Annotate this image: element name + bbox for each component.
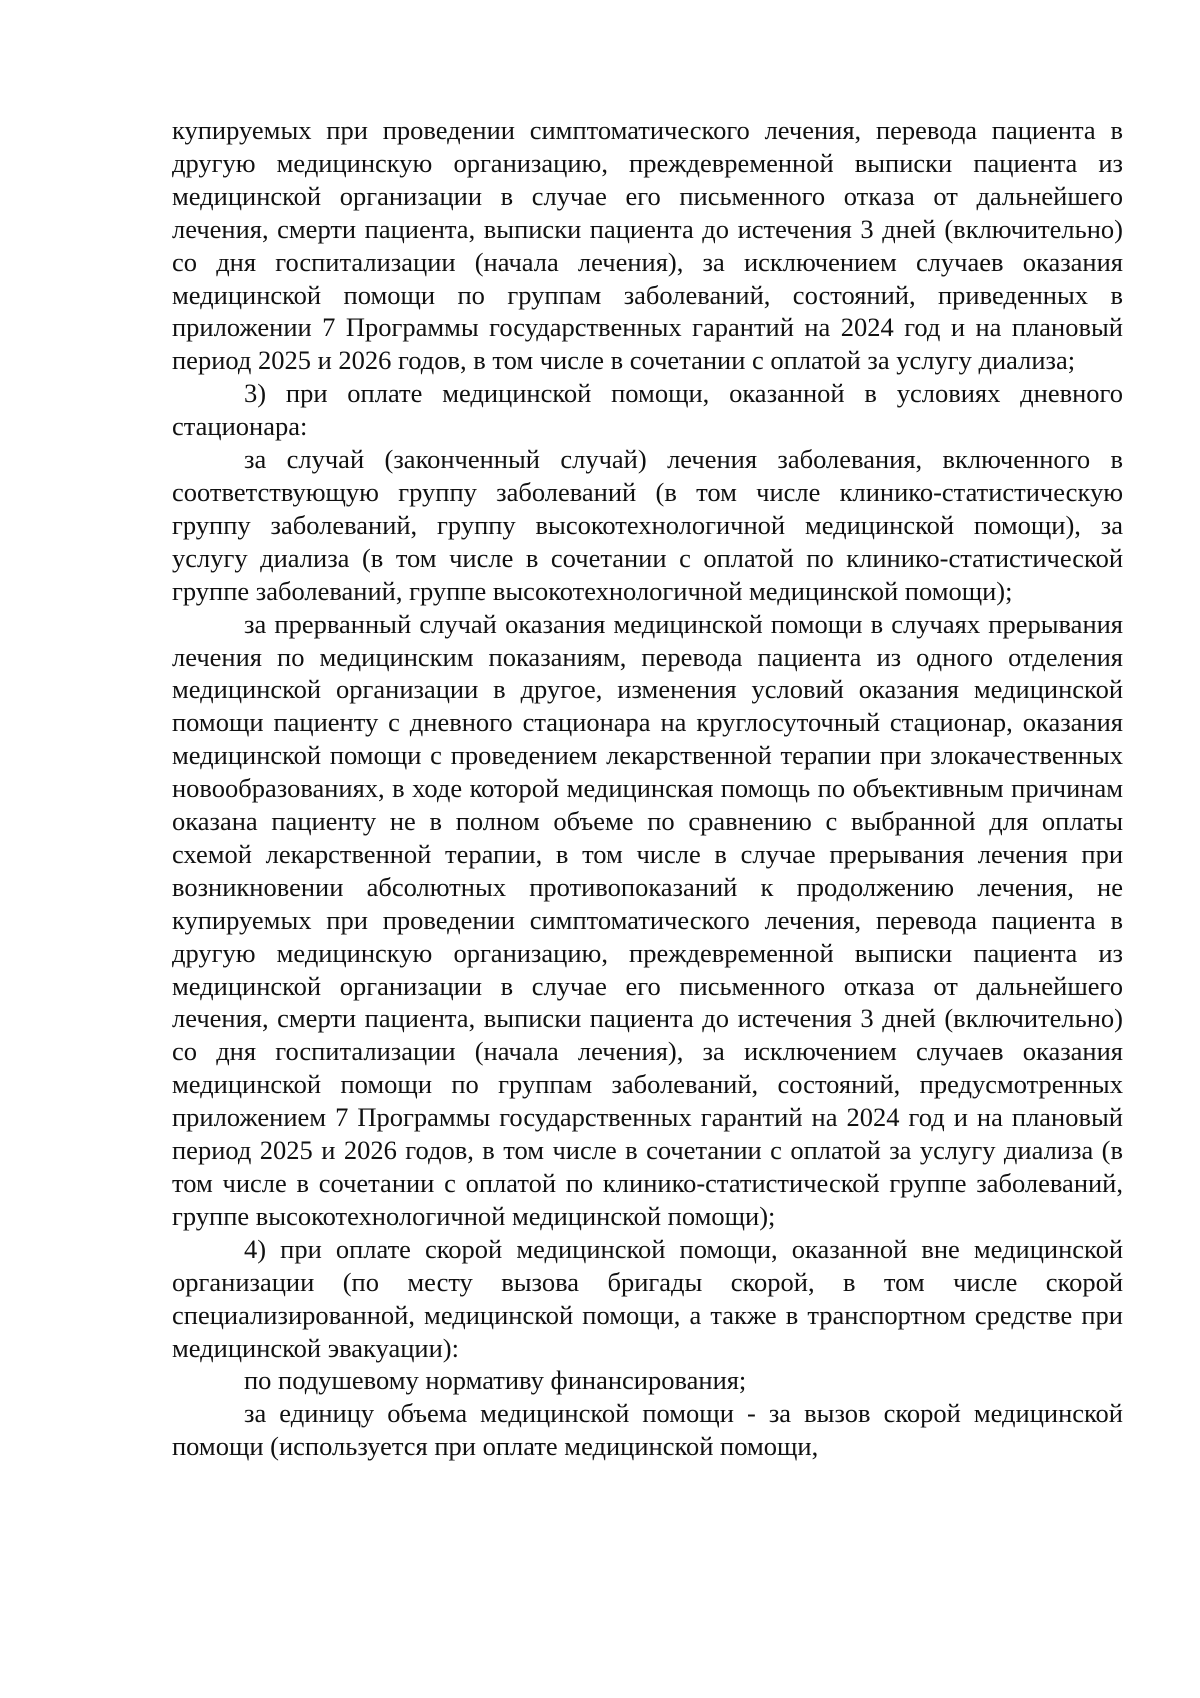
document-body xyxy=(172,114,1123,1463)
paragraph-per-unit: за единицу объема медицинской помощи - за вызов скорой медицинской помощи (используется при оплате медицинской помощи, xyxy=(172,1398,1123,1462)
paragraph-per-capita: по подушевому нормативу финансирования; xyxy=(244,1365,747,1396)
paragraph-interrupted-case: за прерванный случай оказания медицинской помощи в случаях прерывания лечения по медицинским показаниям, перевода пациента из одного отделения медицинской организации в другое, изменения условий оказания медицинской помощи пациенту с дневного стационара на круглосуточный стационар, оказания медицинской помощи с проведением лекарственной терапии при злокачественных новообразованиях, в ходе которой медицинская помощь по объективным причинам оказана пациенту не в полном объеме по сравнению с выбранной для оплаты схемой лекарственной терапии, в том числе в случае прерывания лечения при возникновении абсолютных противопоказаний к продолжению лечения, не купируемых при проведении симптоматического лечения, перевода пациента в другую медицинскую организацию, преждевременной выписки пациента из медицинской организации в случае его письменного отказа от дальнейшего лечения, смерти пациента, выписки пациента до истечения 3 дней (включительно) со дня госпитализации (начала лечения), за исключением случаев оказания медицинской помощи по группам заболеваний, состояний, предусмотренных приложением 7 Программы государственных гарантий на 2024 год и на плановый период 2025 и 2026 годов, в том числе в сочетании с оплатой за услугу диализа (в том числе в сочетании с оплатой по клинико-статистической группе заболеваний, группе высокотехнологичной медицинской помощи); xyxy=(172,608,1123,1231)
paragraph-item-3: 3) при оплате медицинской помощи, оказанной в условиях дневного стационара: xyxy=(172,378,1123,442)
paragraph-completed-case: за случай (законченный случай) лечения заболевания, включенного в соответствующую группу заболеваний (в том числе клинико-статистическую группу заболеваний, группу высокотехнологичной медицинской помощи), за услугу диализа (в том числе в сочетании с оплатой по клинико-статистической группе заболеваний, группе высокотехнологичной медицинской помощи); xyxy=(172,444,1123,606)
paragraph-item-4: 4) при оплате скорой медицинской помощи, оказанной вне медицинской организации (по месту вызова бригады скорой, в том числе скорой специализированной, медицинской помощи, а также в транспортном средстве при медицинской эвакуации): xyxy=(172,1233,1123,1363)
paragraph-continuation: купируемых при проведении симптоматического лечения, перевода пациента в другую медицинскую организацию, преждевременной выписки пациента из медицинской организации в случае его письменного отказа от дальнейшего лечения, смерти пациента, выписки пациента до истечения 3 дней (включительно) со дня госпитализации (начала лечения), за исключением случаев оказания медицинской помощи по группам заболеваний, состояний, приведенных в приложении 7 Программы государственных гарантий на 2024 год и на плановый период 2025 и 2026 годов, в том числе в сочетании с оплатой за услугу диализа; xyxy=(172,115,1123,376)
